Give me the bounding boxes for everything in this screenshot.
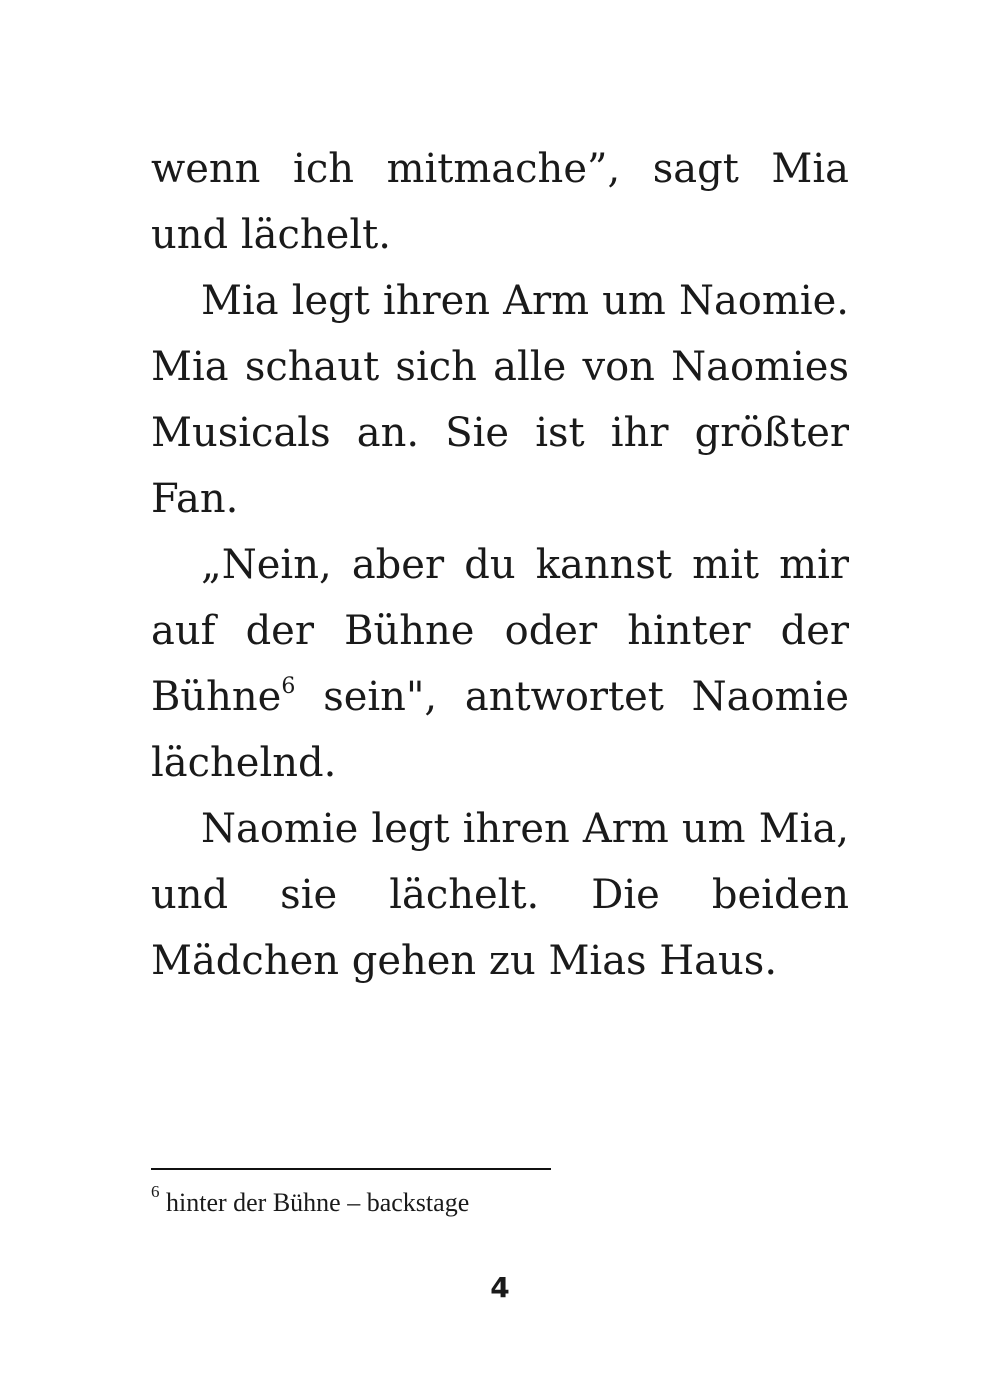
- footnote-separator: [151, 1168, 551, 1170]
- paragraph-text: sein", antwortet Naomie lächelnd.: [151, 674, 849, 786]
- footnote-reference: 6: [281, 673, 296, 699]
- footnote-marker: 6: [151, 1182, 160, 1202]
- paragraph: [151, 532, 849, 796]
- paragraph: Naomie legt ihren Arm um Mia, und sie lächelt. Die beiden Mädchen gehen zu Mias Haus.: [151, 806, 849, 984]
- footnote: [151, 1182, 470, 1218]
- footnote-text: hinter der Bühne – backstage: [159, 1188, 470, 1217]
- paragraph-text: „Nein, aber du kannst mit mir auf der Bühne oder hinter der Bühne: [151, 542, 849, 720]
- paragraph: wenn ich mitmache”, sagt Mia und lächelt.: [151, 146, 849, 258]
- body-text: [151, 136, 849, 994]
- page-number: 4: [490, 1271, 510, 1304]
- paragraph: Mia legt ihren Arm um Naomie. Mia schaut sich alle von Naomies Musicals an. Sie ist ihr größter Fan.: [151, 278, 849, 522]
